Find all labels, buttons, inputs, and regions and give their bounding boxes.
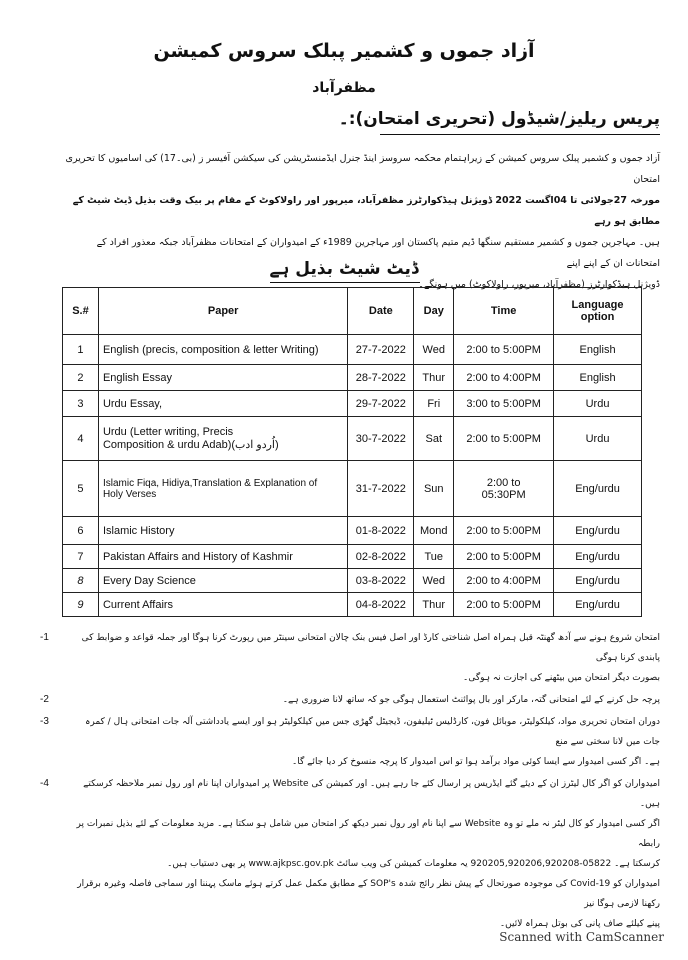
cell-language: English xyxy=(554,335,642,365)
cell-language: Urdu xyxy=(554,417,642,461)
instruction-line: بصورت دیگر امتحان میں بیٹھنے کی اجازت نہ ہوگی۔ xyxy=(463,673,660,683)
cell-day: Mond xyxy=(414,517,454,545)
cell-day: Fri xyxy=(414,391,454,417)
cell-sno: 9 xyxy=(63,593,99,617)
table-row xyxy=(63,335,642,365)
cell-date: 29-7-2022 xyxy=(348,391,414,417)
cell-day: Tue xyxy=(414,545,454,569)
instruction-number: -4 xyxy=(40,778,49,789)
cell-language: Urdu xyxy=(554,391,642,417)
intro-line: مورخہ 27جولائی تا 04اگست 2022 ڈویژنل ہیڈکوارٹرز مظفرآباد، میرپور اور راولاکوٹ کے مقام پر بیک وقت بذیل ڈیٹ شیٹ کے مطابق ہو رہے xyxy=(72,195,660,227)
cell-sno: 4 xyxy=(63,417,99,461)
cell-paper-line: Composition & urdu Adab)(اُردو ادب) xyxy=(102,439,279,451)
cell-paper: English (precis, composition & letter Writing) xyxy=(98,335,347,365)
table-row xyxy=(63,569,642,593)
cell-sno: 6 xyxy=(63,517,99,545)
header-day: Day xyxy=(414,288,454,335)
cell-day: Wed xyxy=(414,335,454,365)
header-language: Language option xyxy=(554,288,642,335)
cell-sno: 7 xyxy=(63,545,99,569)
cell-paper: Pakistan Affairs and History of Kashmir xyxy=(98,545,347,569)
table-header-row xyxy=(63,288,642,335)
instruction-line: پینے کیلئے صاف پانی کی بوتل ہمراہ لائیں۔ xyxy=(499,919,660,929)
table-row xyxy=(63,593,642,617)
cell-sno: 3 xyxy=(63,391,99,417)
cell-date: 02-8-2022 xyxy=(348,545,414,569)
instruction-line: امیدواران کو Covid-19 کی موجودہ صورتحال کے پیش نظر رائج شدہ SOP's کے مطابق مکمل عمل کرتے ہوئے ماسک پہننا اور سماجی فاصلہ وغیرہ برقرار رکھنا لازمی ہوگا نیز xyxy=(77,879,660,909)
cell-sno: 1 xyxy=(63,335,99,365)
table-row xyxy=(63,517,642,545)
cell-paper: English Essay xyxy=(98,365,347,391)
cell-date: 31-7-2022 xyxy=(348,461,414,517)
intro-line: آزاد جموں و کشمیر پبلک سروس کمیشن کے زیراہتمام محکمہ سروسز اینڈ جنرل ایڈمنسٹریشن کی سیکشن آفیسر ز (بی۔17) کی اسامیوں کا تحریری امتحان xyxy=(65,153,660,185)
cell-sno: 8 xyxy=(63,569,99,593)
instructions-list xyxy=(40,628,660,936)
cell-time: 2:00 to 4:00PM xyxy=(454,569,554,593)
header-time: Time xyxy=(454,288,554,335)
cell-time: 2:00 to 5:00PM xyxy=(454,593,554,617)
cell-time-line: 2:00 to xyxy=(486,476,521,489)
scanner-watermark: Scanned with CamScanner xyxy=(499,930,664,944)
cell-language: Eng/urdu xyxy=(554,569,642,593)
cell-time xyxy=(454,461,554,517)
table-row xyxy=(63,461,642,517)
cell-paper-line: Islamic Fiqa, Hidiya,Translation & Explanation of xyxy=(102,477,318,489)
city-name: مظفرآباد xyxy=(312,80,376,96)
cell-time-line: 05:30PM xyxy=(481,488,526,501)
cell-paper-line: Holy Verses xyxy=(102,488,157,500)
cell-language: English xyxy=(554,365,642,391)
header-date: Date xyxy=(348,288,414,335)
header-paper: Paper xyxy=(98,288,347,335)
table-row xyxy=(63,365,642,391)
cell-date: 28-7-2022 xyxy=(348,365,414,391)
cell-sno: 5 xyxy=(63,461,99,517)
cell-paper: Islamic History xyxy=(98,517,347,545)
cell-paper: Every Day Science xyxy=(98,569,347,593)
instruction-item xyxy=(40,690,660,710)
cell-time: 2:00 to 5:00PM xyxy=(454,335,554,365)
cell-time: 2:00 to 5:00PM xyxy=(454,517,554,545)
intro-line: ہیں۔ مہاجرین جموں و کشمیر مستقیم سنگھا ڈیم متیم پاکستان اور مہاجرین 1989ء کے امیدواران کے امتحانات مظفرآباد جبکہ معذور افراد کے امتحانات ان کے اپنے اپنے xyxy=(96,237,660,269)
cell-time: 2:00 to 5:00PM xyxy=(454,417,554,461)
header-sno: S.# xyxy=(63,288,99,335)
instruction-line: ہے۔ اگر کسی امیدوار سے ایسا کوئی مواد برآمد ہوا تو اس امیدوار کا پرچہ منسوخ کر دیا جائے گا۔ xyxy=(292,757,660,767)
instruction-number: -1 xyxy=(40,632,49,643)
cell-day: Thur xyxy=(414,365,454,391)
datesheet-table xyxy=(62,287,642,617)
instruction-line: امتحان شروع ہونے سے آدھ گھنٹہ قبل ہمراہ اصل شناختی کارڈ اور اصل فیس بنک چالان امتحانی سینٹر میں رپورٹ کرنا ہوگا اور جملہ قواعد و ضوابط کی پابندی کرنا ہوگی xyxy=(81,633,660,663)
instruction-item xyxy=(40,628,660,688)
cell-day: Sat xyxy=(414,417,454,461)
instruction-line: پرچہ حل کرنے کے لئے امتحانی گتہ، مارکر اور بال پوائنٹ استعمال ہوگی جو کہ ساتھ لانا ضروری ہے۔ xyxy=(282,695,660,705)
cell-paper xyxy=(98,417,347,461)
cell-language: Eng/urdu xyxy=(554,517,642,545)
datesheet-underline xyxy=(270,282,420,283)
cell-paper xyxy=(98,461,347,517)
press-release-heading: پریس ریلیز/شیڈول (تحریری امتحان):۔ xyxy=(338,109,660,129)
instruction-item xyxy=(40,712,660,772)
cell-date: 04-8-2022 xyxy=(348,593,414,617)
cell-day: Thur xyxy=(414,593,454,617)
cell-time: 2:00 to 4:00PM xyxy=(454,365,554,391)
cell-date: 30-7-2022 xyxy=(348,417,414,461)
cell-date: 01-8-2022 xyxy=(348,517,414,545)
cell-day: Sun xyxy=(414,461,454,517)
table-row xyxy=(63,391,642,417)
cell-time: 3:00 to 5:00PM xyxy=(454,391,554,417)
table-row xyxy=(63,545,642,569)
cell-language: Eng/urdu xyxy=(554,545,642,569)
instruction-number: -3 xyxy=(40,716,49,727)
cell-day: Wed xyxy=(414,569,454,593)
instruction-line: اگر کسی امیدوار کو کال لیٹر نہ ملے تو وہ Website سے اپنا نام اور رول نمبر دیکھ کر امتحان میں شامل ہو سکتا ہے۔ مزید معلومات کے لئے بذیل نمبرات پر رابطہ xyxy=(76,819,660,849)
cell-sno: 2 xyxy=(63,365,99,391)
instruction-line: دوران امتحان تحریری مواد، کیلکولیٹر، موبائل فون، کارڈلیس ٹیلیفون، ڈیجیٹل گھڑی جس میں کیلکولیٹر ہو اور ایسے یادداشتی آلہ جات امتحانی ہال / کمرہ جات میں لانا سختی سے منع xyxy=(85,717,660,747)
cell-language: Eng/urdu xyxy=(554,461,642,517)
cell-date: 27-7-2022 xyxy=(348,335,414,365)
commission-title: آزاد جموں و کشمیر پبلک سروس کمیشن xyxy=(153,40,535,62)
datesheet-title: ڈیٹ شیٹ بذیل ہے xyxy=(269,259,419,279)
cell-paper: Urdu Essay, xyxy=(98,391,347,417)
instruction-line: کرسکتا ہے۔ 05822-920205,920206,920208 یہ معلومات کمیشن کی ویب سائٹ www.ajkpsc.gov.pk پر بھی دستیاب ہیں۔ xyxy=(167,859,660,869)
cell-time: 2:00 to 5:00PM xyxy=(454,545,554,569)
instruction-item xyxy=(40,774,660,934)
cell-paper: Current Affairs xyxy=(98,593,347,617)
intro-line: ڈویژنل ہیڈکوارٹرز (مظفرآباد، میرپور، راولاکوٹ) میں ہونگے۔ xyxy=(418,279,660,290)
cell-paper-line: Urdu (Letter writing, Precis xyxy=(102,426,234,438)
cell-date: 03-8-2022 xyxy=(348,569,414,593)
table-row xyxy=(63,417,642,461)
cell-language: Eng/urdu xyxy=(554,593,642,617)
instruction-line: امیدواران کو اگر کال لیٹرز ان کے دیئے گئے ایڈریس پر ارسال کئے جا رہے ہیں۔ اور کمیشن کی Website پر امیدواران اپنا نام اور رول نمبر ملاحظہ کرسکتے ہیں۔ xyxy=(83,779,660,809)
heading-underline xyxy=(380,134,660,135)
instruction-number: -2 xyxy=(40,694,49,705)
